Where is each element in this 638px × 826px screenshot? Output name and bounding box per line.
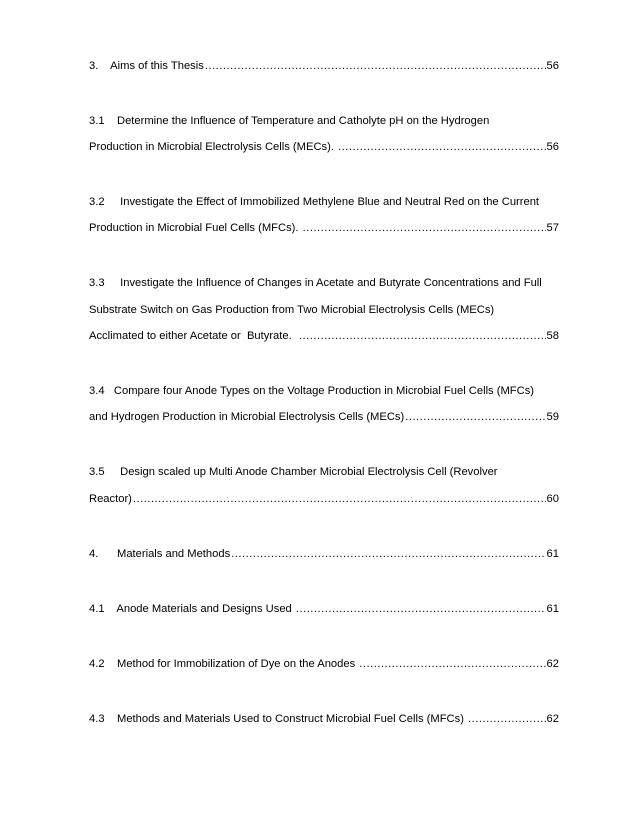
dot-leader [296, 602, 546, 616]
toc-entry-3-1-line-2[interactable] [89, 140, 559, 154]
toc-entry-3-2-text-cont: Production in Microbial Fuel Cells (MFCs). [89, 222, 302, 234]
toc-entry-4-3-text: Methods and Materials Used to Construct Microbial Fuel Cells (MFCs) [117, 713, 468, 725]
toc-entry-3-title [89, 59, 204, 73]
toc-entry-4-title [89, 547, 230, 561]
toc-entry-3-2-line-2[interactable] [89, 221, 559, 235]
toc-entry-3-4-number: 3.4 [89, 385, 105, 397]
toc-entry-3-5-line-1[interactable] [89, 465, 559, 479]
toc-entry-4-3-page: 62 [546, 713, 559, 725]
dot-leader [231, 547, 545, 561]
toc-entry-4-2-number: 4.2 [89, 658, 105, 670]
toc-gap [105, 385, 114, 397]
toc-entry-3-4-page: 59 [546, 411, 559, 423]
toc-entry-4-1-text: Anode Materials and Designs Used [116, 603, 295, 615]
toc-entry-3-3-text-cont: Substrate Switch on Gas Production from Two Microbial Electrolysis Cells (MECs) [89, 304, 495, 316]
dot-leader [205, 59, 546, 73]
toc-entry-3-2-page: 57 [546, 222, 559, 234]
toc-gap [105, 196, 121, 208]
toc-entry-4[interactable] [89, 547, 559, 561]
toc-entry-3-5-number: 3.5 [89, 466, 105, 478]
toc-entry-4-1[interactable] [89, 602, 559, 616]
toc-entry-4-2-title [89, 657, 358, 671]
toc-entry-3-4-line-2[interactable] [89, 410, 559, 424]
dot-leader [303, 221, 546, 235]
dot-leader [299, 329, 546, 343]
toc-entry-3-5-text-cont: Reactor) [89, 493, 132, 505]
toc-entry-4-3[interactable] [89, 712, 559, 726]
dot-leader [405, 410, 545, 424]
dot-leader [359, 657, 545, 671]
toc-entry-3-2-number: 3.2 [89, 196, 105, 208]
toc-entry-3-5-text: Design scaled up Multi Anode Chamber Microbial Electrolysis Cell (Revolver [120, 466, 498, 478]
toc-entry-3-text: Aims of this Thesis [110, 60, 204, 72]
toc-gap [105, 277, 121, 289]
toc-gap [105, 713, 117, 725]
toc-entry-3-5-page: 60 [546, 493, 559, 505]
toc-gap [105, 115, 117, 127]
toc-entry-3-3-line-2[interactable] [89, 303, 559, 317]
toc-entry-3-3-line-3[interactable] [89, 329, 559, 343]
toc-entry-3-number: 3. [89, 60, 99, 72]
toc-entry-4-page: 61 [546, 548, 559, 560]
toc-entry-3-page: 56 [546, 60, 559, 72]
toc-entry-4-2-text: Method for Immobilization of Dye on the Anodes [117, 658, 359, 670]
dot-leader [468, 712, 546, 726]
toc-gap [105, 466, 121, 478]
toc-entry-3[interactable] [89, 59, 559, 73]
toc-entry-3-1-page: 56 [546, 141, 559, 153]
toc-entry-3-4-text-cont: and Hydrogen Production in Microbial Electrolysis Cells (MECs) [89, 411, 405, 423]
toc-entry-4-3-number: 4.3 [89, 713, 105, 725]
toc-entry-3-3-text: Investigate the Influence of Changes in Acetate and Butyrate Concentrations and Full [120, 277, 542, 289]
toc-entry-3-2-text: Investigate the Effect of Immobilized Methylene Blue and Neutral Red on the Current [120, 196, 540, 208]
toc-entry-4-text: Materials and Methods [117, 548, 231, 560]
toc-entry-4-number: 4. [89, 548, 99, 560]
dot-leader [133, 492, 546, 506]
toc-entry-4-1-title [89, 602, 295, 616]
toc-entry-3-4-line-1[interactable] [89, 384, 559, 398]
toc-entry-4-3-title [89, 712, 467, 726]
toc-entry-3-2-line-1[interactable] [89, 195, 559, 209]
toc-entry-3-4-text: Compare four Anode Types on the Voltage Production in Microbial Fuel Cells (MFCs) [113, 385, 535, 397]
toc-entry-3-3-number: 3.3 [89, 277, 105, 289]
toc-gap [98, 60, 110, 72]
toc-entry-4-2[interactable] [89, 657, 559, 671]
toc-entry-3-1-text-cont: Production in Microbial Electrolysis Cells (MECs). [89, 141, 338, 153]
toc-gap [98, 548, 117, 560]
toc-gap [105, 603, 117, 615]
toc-gap [105, 658, 117, 670]
toc-entry-3-1-number: 3.1 [89, 115, 105, 127]
toc-entry-3-3-line-1[interactable] [89, 276, 559, 290]
toc-entry-3-3-page: 58 [546, 330, 559, 342]
toc-entry-4-2-page: 62 [546, 658, 559, 670]
toc-entry-3-1-text: Determine the Influence of Temperature and Catholyte pH on the Hydrogen [117, 115, 490, 127]
dot-leader [338, 140, 545, 154]
toc-entry-3-1-line-1[interactable] [89, 114, 559, 128]
toc-entry-4-1-page: 61 [546, 603, 559, 615]
toc-entry-3-5-line-2[interactable] [89, 492, 559, 506]
toc-entry-4-1-number: 4.1 [89, 603, 105, 615]
toc-entry-3-3-text-cont-2: Acclimated to either Acetate or Butyrate. [89, 330, 298, 342]
